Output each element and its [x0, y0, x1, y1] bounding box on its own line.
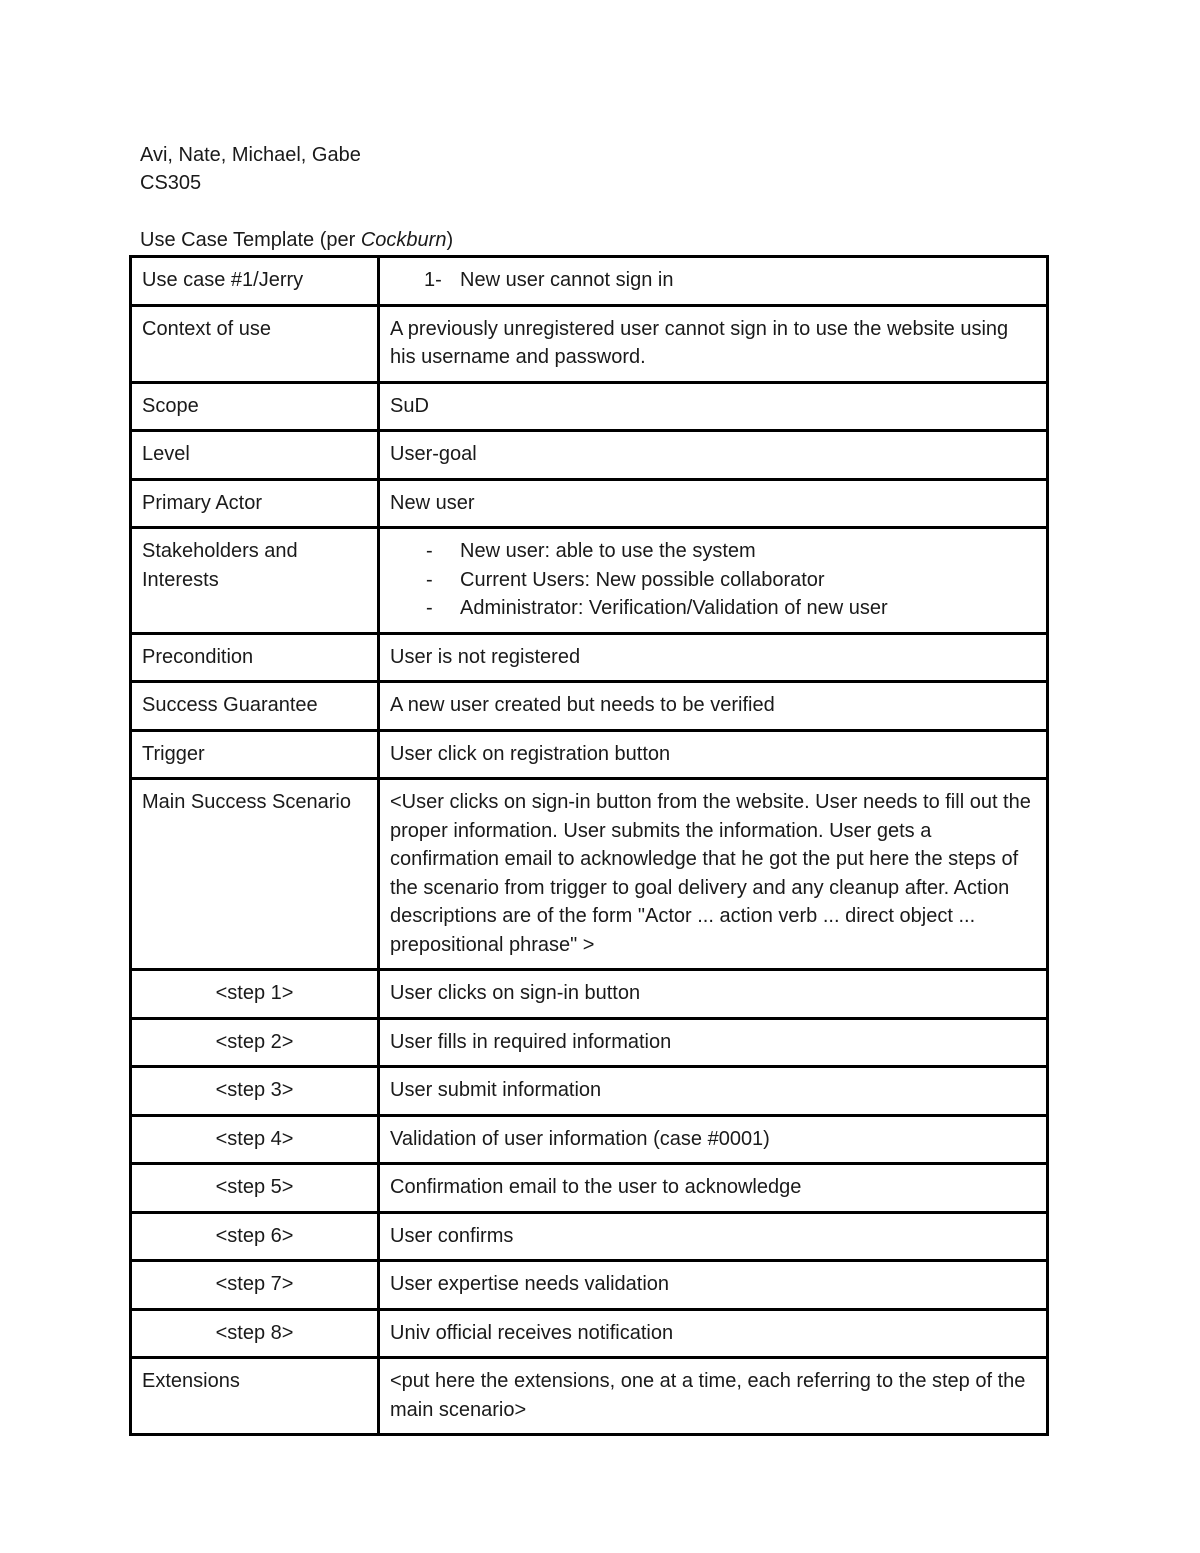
list-item: - New user: able to use the system	[390, 537, 1036, 566]
step-label: <step 1>	[131, 970, 379, 1019]
course-line: CS305	[140, 172, 202, 194]
dash-bullet: -	[426, 597, 433, 619]
step-label: <step 7>	[131, 1261, 379, 1310]
table-row-step	[131, 1261, 1048, 1310]
table-row-scope	[131, 382, 1048, 431]
row-label: Level	[131, 431, 379, 480]
row-label: Scope	[131, 382, 379, 431]
template-title	[140, 226, 453, 254]
template-title-suffix: )	[446, 229, 454, 251]
row-label: Precondition	[131, 633, 379, 682]
table-row-level	[131, 431, 1048, 480]
table-row-use-case	[131, 257, 1048, 306]
step-value: User expertise needs validation	[379, 1261, 1048, 1310]
table-row-context	[131, 305, 1048, 382]
row-value: User is not registered	[379, 633, 1048, 682]
template-title-prefix: Use Case Template (per	[140, 229, 361, 251]
row-label: Success Guarantee	[131, 682, 379, 731]
row-label: Use case #1/Jerry	[131, 257, 379, 306]
use-case-table	[129, 255, 1049, 1436]
step-label: <step 6>	[131, 1212, 379, 1261]
table-row-step	[131, 1018, 1048, 1067]
row-value: <put here the extensions, one at a time, each referring to the step of the main scenario>	[379, 1358, 1048, 1435]
table-row-step	[131, 1164, 1048, 1213]
row-label: Trigger	[131, 730, 379, 779]
table-row-primary-actor	[131, 479, 1048, 528]
row-label: Main Success Scenario	[131, 779, 379, 970]
step-value: User submit information	[379, 1067, 1048, 1116]
step-value: Univ official receives notification	[379, 1309, 1048, 1358]
table-row-stakeholders	[131, 528, 1048, 634]
row-value: <User clicks on sign-in button from the website. User needs to fill out the proper information. User submits the information. User gets a confirmation email to acknowledge that he got the put here the steps of the scenario from trigger to goal delivery and any cleanup after. Action descriptions are of the form "Actor ... action verb ... direct object ... prepositional phrase" >	[379, 779, 1048, 970]
numbered-item	[390, 266, 1036, 295]
row-value: A new user created but needs to be verified	[379, 682, 1048, 731]
table-row-precondition	[131, 633, 1048, 682]
table-row-success-guarantee	[131, 682, 1048, 731]
step-value: User confirms	[379, 1212, 1048, 1261]
list-item: - Current Users: New possible collaborator	[390, 566, 1036, 595]
step-value: Confirmation email to the user to acknowledge	[379, 1164, 1048, 1213]
step-label: <step 4>	[131, 1115, 379, 1164]
dash-bullet: -	[426, 568, 433, 591]
row-label: Primary Actor	[131, 479, 379, 528]
table-row-main-scenario	[131, 779, 1048, 970]
row-value: User-goal	[379, 431, 1048, 480]
step-value: Validation of user information (case #0001)	[379, 1115, 1048, 1164]
row-value	[379, 257, 1048, 306]
row-label: Stakeholders and Interests	[131, 528, 379, 634]
table-row-trigger	[131, 730, 1048, 779]
row-value	[379, 528, 1048, 634]
row-value: A previously unregistered user cannot sign in to use the website using his username and password.	[379, 305, 1048, 382]
document-header	[140, 141, 361, 197]
table-row-step	[131, 1115, 1048, 1164]
row-value: User click on registration button	[379, 730, 1048, 779]
table-row-extensions	[131, 1358, 1048, 1435]
step-label: <step 3>	[131, 1067, 379, 1116]
row-label: Context of use	[131, 305, 379, 382]
row-value: New user	[379, 479, 1048, 528]
stakeholder-list	[390, 537, 1036, 623]
use-case-name: New user cannot sign in	[460, 269, 674, 291]
row-value: SuD	[379, 382, 1048, 431]
step-label: <step 5>	[131, 1164, 379, 1213]
dash-bullet: -	[426, 540, 433, 562]
template-title-italic: Cockburn	[360, 229, 447, 251]
table-row-step	[131, 1067, 1048, 1116]
row-label: Extensions	[131, 1358, 379, 1435]
list-item: - Administrator: Verification/Validation of new user	[390, 594, 1036, 623]
item-number: 1-	[424, 269, 442, 291]
step-label: <step 8>	[131, 1309, 379, 1358]
step-label: <step 2>	[131, 1018, 379, 1067]
table-row-step	[131, 1309, 1048, 1358]
table-row-step	[131, 970, 1048, 1019]
authors-line: Avi, Nate, Michael, Gabe	[140, 144, 361, 166]
step-value: User fills in required information	[379, 1018, 1048, 1067]
table-row-step	[131, 1212, 1048, 1261]
step-value: User clicks on sign-in button	[379, 970, 1048, 1019]
